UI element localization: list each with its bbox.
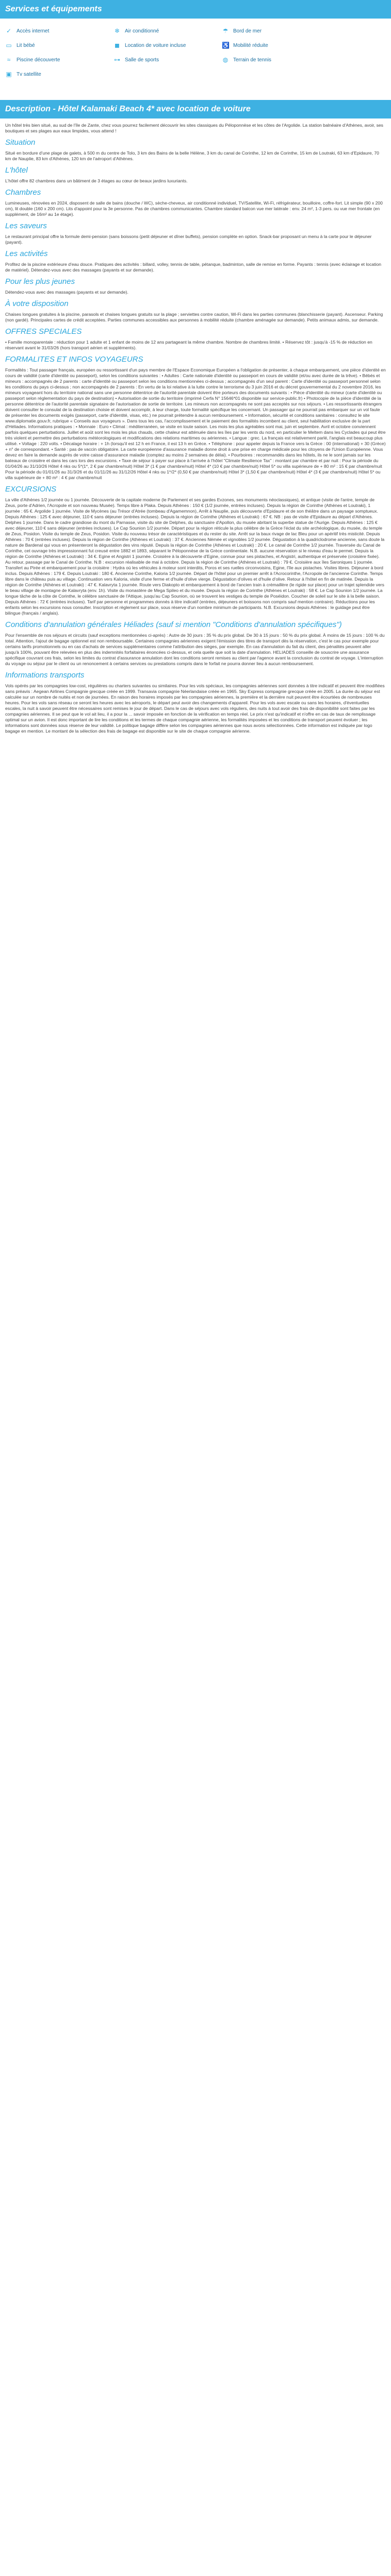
amenities-row (5, 53, 386, 67)
amenity-label: Accès internet (17, 28, 50, 34)
check-icon: ✓ (6, 27, 12, 35)
amenity-item (222, 27, 330, 35)
car-icon: ◼ (115, 42, 120, 49)
umbrella-icon: ☂ (222, 27, 229, 35)
section-heading: À votre disposition (5, 299, 69, 308)
section-text: Situé en bordure d'une plage de galets, à 500 m du centre de Tolo, 3 km des Bains de la belle Hélène, 3 km du canal de Corinthe, 12 km de Corinthe, 15 km de Loutraki, 63 km d'Epidaure, 70 km de Nauplie, 83 km d'Athènes, 120 km de l'aéroport d'Athènes. (5, 150, 379, 161)
section-heading: Informations transports (5, 671, 85, 680)
bed-icon: ▭ (6, 42, 12, 49)
amenity-item (113, 27, 222, 35)
section-heading: Conditions d'annulation générales Héliades (sauf si mention "Conditions d'annulation spécifiques") (5, 620, 342, 629)
section-heading: Situation (5, 138, 36, 147)
pool-icon: ≈ (7, 56, 11, 63)
tennis-icon: ◍ (222, 56, 229, 63)
wheelchair-icon: ♿ (222, 42, 230, 49)
section-heading: OFFRES SPECIALES (5, 327, 82, 336)
amenity-item (113, 56, 222, 63)
amenity-label: Bord de mer (233, 28, 262, 34)
services-section-title: Services et équipements (0, 0, 391, 19)
amenity-label: Lit bébé (17, 42, 35, 48)
dumbbell-icon: ⊶ (114, 56, 120, 63)
section-text: Lumineuses, rénovées en 2024, disposent de salle de bains (douche / WC), sèche-cheveux, air conditionné individuel, TV/Satellite, Wi-Fi, réfrigérateur, bouilloire, coffre-fort. Lit simple (90 x 200 cm), lit double (160 x 200 cm). Lits d'appoint pour la 3e personne. Pas de chambres communicantes. Chambre standard balcon vue mer latérale : env. 24 m², 1-3 pers. ou vue mer frontale (en supplément, de 16m² au 1e étage). (5, 200, 383, 217)
amenity-item (222, 42, 330, 49)
section-text: Profitez de la piscine extérieure d'eau douce. Pratiques des activités : billard, volley, tennis de table, pétanque, badminton, salle de remise en forme. Payants : tennis (avec éclairage et location de matériel). Détendez-vous avec des massages (payants et sur demande). (5, 262, 382, 273)
amenities-row (5, 38, 386, 53)
description-title: Description - Hôtel Kalamaki Beach 4* avec location de voiture (0, 100, 391, 118)
amenity-label: Air conditionné (125, 28, 159, 34)
section-heading: Les activités (5, 249, 48, 258)
amenity-label: Terrain de tennis (233, 57, 271, 63)
description-content (0, 118, 391, 734)
section-text: L'hôtel offre 82 chambres dans un bâtiment de 3 étages au cœur de beaux jardins luxuriants. (5, 178, 188, 183)
amenity-item (5, 71, 113, 78)
section-text: Pour l'ensemble de nos séjours et circuits (sauf exceptions mentionnées ci-après) : Autre de 30 jours : 35 % du prix global. De 30 à 15 jours : 50 % du prix global. À moins de 15 jours : 100 % du total. Attention, l'ajout de bagage optionnel est non remboursable. Certaines compagnies aériennes exigent l'émission des titres de transport dès la réservation, c'est le cas pour exemple pour certains tarifs promotionnels ou en cas d'achats de services supplémentaires comme l'attribution des sièges, par exemple. En cas d'annulation du fait du client, des pénalités peuvent aller jusqu'à 100%, pouvant être relevées en plus des indemnités forfaitaires énoncées ci-dessus, et cela quelle que soit la date d'annulation. HELIADES conseille de souscrire une assurance spécifique couvrant ces frais, selon les limites du contrat d'assurance annulation dont les conditions seront remises au client par l'agence avant la conclusion du contrat de voyage. L'interruption du voyage ou séjour par le client ou un renoncement à certains services ou prestations compris dans le forfait ne pourra donner lieu à aucun remboursement. (5, 633, 385, 666)
amenity-item (5, 42, 113, 49)
snowflake-icon: ❄ (114, 27, 120, 35)
section-text: Formalités : Tout passager français, européen ou ressortissant d'un pays membre de l'Espace Economique Européen a l'obligation de présenter, à chaque embarquement, une pièce d'identité en cours de validité (carte d'identité ou passeport), selon les conditions suivantes : • Adultes : Carte nationale d'identité ou passeport en cours de validité (et/ou avec durée de la trêve). • Bébés et mineurs : accompagnés de 2 parents : carte d'identité ou passeport selon les conditions mentionnées ci-dessus ; accompagnés d'un seul parent : Carte d'identité ou passeport personnel selon les conditions du pays ci-dessus ; non accompagnés de 2 parents : En vertu de la loi relative à la lutte contre le terrorisme du 3 juin 2016 et du décret gouvernemental du 2 novembre 2016, les mineurs voyageant hors du territoire national sans une personne détentrice de l'autorité parentale doivent être porteurs des documents suivants : • Pièce d'identité du mineur (carte d'identité ou passeport selon réglementation du pays de destination) • Autorisation de sortie du territoire (imprimé Cerfa N° 15646*01 disponible sur service-public.fr) • Photocopie de la pièce d'identité de la personne détentrice de l'autorité parentale signataire de l'autorisation de sortie de territoire. Les mineurs non accompagnés ne sont pas acceptés sur nos séjours. • Les ressortissants étrangers doivent consulter le consulat de la destination choisie et doivent accomplir, à leur charge, toute formalité spécifique les concernant. Un passager qui ne pourrait pas embarquer sur un vol faute de présenter les documents exigés (passeport, carte d'identité, visas, etc.) ne pourrait prétendre à aucun remboursement. • Information, sécurité et conditions sanitaires : consultez le site www.diplomatie.gouv.fr, rubrique « Conseils aux voyageurs ». Dans tous les cas, l'accomplissement et le paiement des formalités incombent au client, seul habilitation exclusive de la part d'Héliades. Informations pratiques : • Monnaie : Euro • Climat : méditerranéen, se visite en toute saison. Les mois les plus agréables sont mai, juin et septembre. Avril et octobre conviennent parfois quelques perturbations. Juillet et août sont les mois les plus chauds, cette chaleur est atténuée dans les îles par les vents du nord, en particulier le Meltem dans les Cyclades qui peut être très violent et permettre des perturbations météorologiques et modifications des relations maritimes ou aériennes. • Langue : grec. La français est relativement parlé, l'anglais est beaucoup plus utilisé. • Voltage : 220 volts. • Décalage horaire : + 1h (lorsqu'il est 12 h en France, il est 13 h en Grèce. • Téléphone : pour appeler depuis la France vers la Grèce : 00 (international) + 30 (Grèce) + n° de correspondant. • Santé : pas de vaccin obligatoire. La carte européenne d'assurance maladie donne droit à une prise en charge médicale pour les citoyens de l'Union Européenne. Vous devez en faire la demande auprès de votre caisse d'assurance maladie (comptez au moins 2 semaines de délai). • Pourboires : recommandés dans les hôtels, ils ne le sont jamais sur les bateaux de croisière et dans les cars lors des excursions. • Taxe de séjour à payer sur place à l'arrivée à l'hôtel "Climate Resilience Tax" : montant par chambre et par nuit : Pour la période du 01/04/26 au 31/10/26 Hôtel 4 nks ou 5*(1*, 2 € par chambre/nuit) Hôtel 3* (1 € par chambre/nuit) Hôtel 4* (10 € par chambre/nuit) Hôtel 5* ou villa supérieure de + 80 m² : 15 € par chambre/nuit Pour la période du 01/01/26 au 31/3/26 et du 01/11/26 au 31/12/26 Hôtel 4 nks ou 1*/2* (0,50 € par chambre/nuit) Hôtel 3* (1,50 € par chambre/nuit) Hôtel 4* (3 € par chambre/nuit) Hôtel 5* ou villa supérieure de + 80 m² : 4 € par chambre/nuit (5, 367, 386, 480)
tv-icon: ▣ (6, 71, 12, 78)
amenity-label: Tv satellite (17, 71, 41, 77)
section-text: Vols opérés par les compagnies low-cost, régulières ou charters suivantes ou similaires. Pour les vols spéciaux, les compagnies aériennes sont données à titre indicatif et peuvent être modifiées sans préavis : Aegean Airlines Compagnie grecque créée en 1999. Transavia compagnie Néerlandaise créée en 1965. Sky Express compagnie grecque créée en 2005. La durée du séjour est calculée sur un nombre de nuités et non de journées. En raison des horaires imposés par les compagnies aériennes, la première et la dernière nuit peuvent être écourtées de nombreuses heures. Pour les vols sans réseau ce seront les heures avec les aéroports, le départ peut avoir des changements d'appareil. Pour les vols avec escale ou sans les horaires, d'éventuelles escales, la nuit à savoir peuvent être nécessaires sont remises le jour de départ. Dans le cas de séjours avec vols réguliers, des nuits à tout avoir des frais de disponibilité sont faites par les compagnies aériennes. Il se peut que le vol ait lieu, il a pour la ... savoir imposée en fonction de la vérification en temps réel. Le prix n'est qu'indicatif et n'offre en cas de taux de remplissage optimal sur un avion. Il est donc important de lire les conditions et les termes de chaque compagnie aérienne, les formalités imposées et les conditions de transport peuvent évoluer ; les informations sont données sous réserve de leur validité. Le politique bagage diffère selon les compagnies aériennes que nous avons sélectionnées. Cette information est indiquée par logo bagage en mention. Le montant de la sélection des frais de bagage est disponible sur le site de chaque compagnie aérienne. (5, 683, 385, 734)
amenities-list (0, 19, 391, 81)
intro-paragraph: Un hôtel très bien situé, au sud de l'île de Zante, chez vous pourrez facilement découvrir les sites classiques du Péloponnèse et les côtes de l'Argolide. La station balnéaire d'Athènes, avoir, ses boutiques et ses plages aux eaux limpides, vous attend ! (5, 123, 383, 133)
amenity-label: Mobilité réduite (233, 42, 268, 48)
amenities-row (5, 67, 386, 81)
section-text: Détendez-vous avec des massages (payants et sur demande). (5, 290, 128, 295)
section-heading: Chambres (5, 188, 41, 197)
section-heading: L'hôtel (5, 166, 28, 175)
section-heading: FORMALITES ET INFOS VOYAGEURS (5, 355, 143, 364)
amenity-item (5, 56, 113, 63)
amenity-label: Piscine découverte (17, 57, 60, 63)
section-heading: EXCURSIONS (5, 485, 57, 494)
amenity-item (5, 27, 113, 35)
section-heading: Pour les plus jeunes (5, 277, 75, 286)
amenity-item (113, 42, 222, 49)
section-text: Le restaurant principal offre la formule demi-pension (sans boissons (petit déjeuner et dîner buffets), pension complète en option. Snack-bar proposant un menu à la carte pour le déjeuner (payant). (5, 234, 372, 245)
section-text: • Famille monoparentale : réduction pour 1 adulte et 1 enfant de moins de 12 ans partageant la même chambre. Nombre de chambres limité. • Réservez tôt : jusqu'à -15 % de réduction en réservant avant le 31/03/26 (hors transport aérien et suppléments). (5, 340, 372, 350)
section-heading: Les saveurs (5, 222, 47, 230)
amenity-item (222, 56, 330, 63)
amenity-label: Salle de sports (125, 57, 159, 63)
amenity-label: Location de voiture incluse (125, 42, 186, 48)
section-text: La ville d'Athènes 1/2 journée ou 1 journée. Découverte de la capitale moderne (le Parlement et ses gardes Evzones, ses monuments néoclassiques), et antique (visite de l'antre, temple de Zeus, porte d'Adrien, l'Acropole et son nouveau Musée). Temps libre à Plaka. Depuis Athènes : 150 € (1/2 journée, entrées incluses). Depuis la région de Corinthe (Athènes et Loutraki), 1 journée : 65 €. Argolide 1 journée. Visite de Mycènes (au Trésor d'Atrée (tombeau d'Agamemnon), Arrêt à Nauplie, puis découverte d'Epidaure et de son théâtre dans un paysage somptueux. Depuis Athènes : 125 € avec déjeuner, 110 € sans déjeuner (entrées incluses). Depuis la région de Corinthe (Athènes et Loutraki) : 67 €. NB : pas de visite d'Epidaure au départ d'Athènes. Delphes 1 journée. Dans le cadre grandiose du mont du Parnasse, visite du site de Delphes, du sanctuaire d'Apollon, du musée abritant la superbe statue de l'Aurige. Depuis Athènes : 125 € avec déjeuner, 110 € sans déjeuner (entrées incluses). Le Cap Sounion 1/2 journée. Départ pour la région réticule la plus célèbre de la Grèce l'éclat du site archéologique, du musée, du temple de Zeus, Posidon. Visite du temple de Zeus, Posidon. Visite du nouveau trésor de caractéristiques et du rester du site. Arrêt sur la baux rivage de lac Bleu pour un apéritif très misticité. Depuis Athènes : 70 € (entrées incluses). Depuis la région de Corinthe (Athènes et Loutraki) : 37 €. Anciennes Némée et vignobles 1/2 journée. Dégustation à la quadriclodrome ancienne, sans doute la nature de Bardenal qui vous en présenteront la dégustation des vins réputé. Depuis la région de Corinthe (Athènes et Loutraki) : 20 €. Le canal de Corinthe 1/2 journée. Traversée du Canal de Corinthe, cet ouvrage très impressionnant fut creusé entre 1882 et 1893, séparant le Péloponnèse de la Grèce continentale. N.B. aucune réservation si le niveau d'eau le permet. Depuis la région de Corinthe (Athènes et Loutraki) : 34 €. Egine et Angistri 1 journée. Croisière à la découverte d'Egine, connue pour ses pistaches, et Angistri, authentique et préservée (croisière fixée). Au retour, passage par le Canal de Corinthe. N.B : excursion réalisable de mai à octobre. Depuis la région de Corinthe (Athènes et Loutraki) : 79 €. Croisière aux îles Saroniques 1 journée. Transfert au Pirée et embarquement pour la croisière : Hydra où les véhicules à moteur sont interdits, Poros et ses ruelles circonvoisins, Egine, l'île aux pistaches. Visites libres. Déjeuner à bord inclus. Depuis Athènes : 179 €. Depuis Loutraki : 180 €. Ancienne Corinthe, Kaloria 1/2 journée. Départ de l'hôtel pour un premier arrêt à l'Acrocorinthe, l'Acropole de l'ancienne Corinthe. Temps libre dans le château puis au village. Continuation vers Kaloria, visite d'une ferme et d'huile d'olive vierge. Dégustation d'olives et d'huile d'olive. Retour à l'hôtel en fin de matinée. Depuis la région de Corinthe (Athènes et Loutraki) : 47 €. Kalavryta 1 journée. Route vers Diakopto et embarquement à bord de l'ancien train à crémaillère (le rigide sur place) pour un trajet splendide vers le beau village de montagne de Kalavryta (env. 1h). Visite du monastère de Mega Spileo et du musée. Depuis la région de Corinthe (Athènes et Loutraki) : 58 €. Le Cap Sounion 1/2 journée. La longue tâche de la côte de Corinthe, le célèbre sanctuaire de l'Attique, jusqu'au Cap Sounion, où se trouvent les vestiges du temple de Poséidon. Coucher de soleil sur le site à la belle saison. Depuis Athènes : 72 € (entrées incluses). Tarif par personne et programmes donnés à titre indicatif (entrées, déjeuners et boissons non compris sauf mention contraire). Réductions pour les enfants selon les excursions nous consulter. Inscription et règlement sur place, sous réserve d'un nombre minimum de participants. N.B. Excursions depuis Athènes : le guidage peut être bilingue (français / anglais). (5, 497, 385, 616)
section-text: Chaises longues gratuites à la piscine, parasols et chaises longues gratuits sur la plage ; serviettes contre caution, Wi-Fi dans les parties communes (blanchisserie (payant). Ascenseur. Parking (non gardé). Principales cartes de crédit acceptées. Parties communes accessibles aux personnes à mobilité réduite (chambre aménagée sur demande). Petits animaux admis, sur demande. (5, 312, 383, 323)
amenities-row (5, 24, 386, 38)
